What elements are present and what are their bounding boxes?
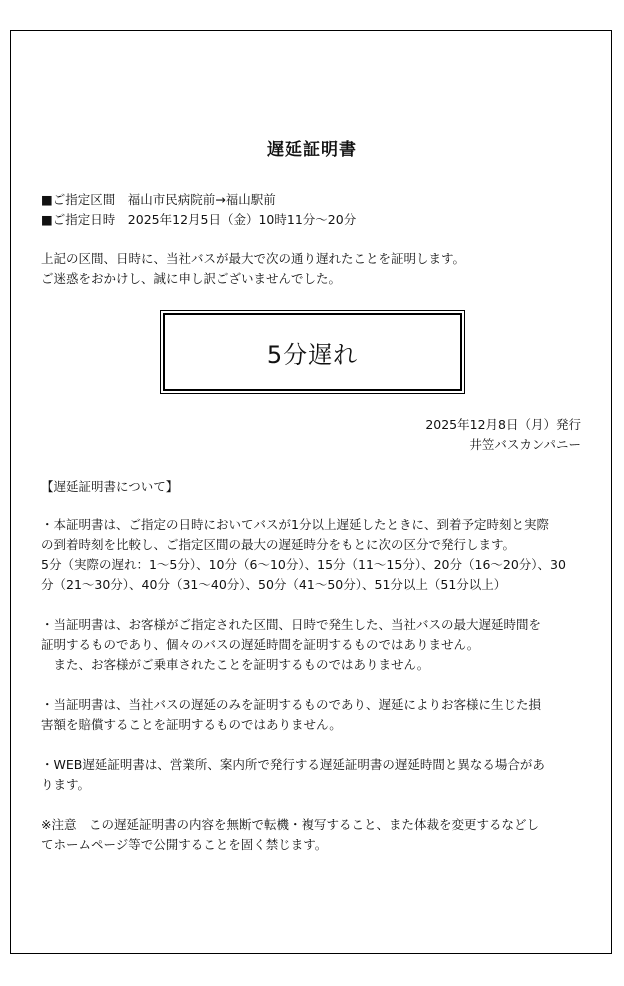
note-1-line-3: 5分（実際の遅れ：1～5分）、10分（6～10分）、15分（11～15分）、20分（16～20分）、30 (41, 557, 566, 572)
note-3-line-2: 害額を賠償することを証明するものではありません。 (41, 717, 342, 732)
note-2-line-2: 証明するものであり、個々のバスの遅延時間を証明するものではありません。 (41, 637, 480, 652)
about-heading: 【遅延証明書について】 (41, 479, 179, 494)
caution-line-2: てホームページ等で公開することを固く禁じます。 (41, 837, 328, 852)
certificate-sheet (10, 30, 612, 954)
note-1-line-4: 分（21～30分）、40分（31～40分）、50分（41～50分）、51分以上（51分以上） (41, 577, 507, 592)
note-2-line-3: また、お客様がご乗車されたことを証明するものではありません。 (41, 657, 430, 672)
note-1-line-1: ・本証明書は、ご指定の日時においてバスが1分以上遅延したときに、到着予定時刻と実際 (41, 517, 549, 532)
issue-date: 2025年12月8日（月）発行 (425, 417, 581, 432)
delay-result: 5分遅れ (163, 313, 462, 391)
note-1-line-2: の到着時刻を比較し、ご指定区間の最大の遅延時分をもとに次の区分で発行します。 (41, 537, 516, 552)
note-4-line-1: ・WEB遅延証明書は、営業所、案内所で発行する遅延証明書の遅延時間と異なる場合があ (41, 757, 545, 772)
date-label: ■ご指定日時 2025年12月5日（金）10時11分～20分 (41, 212, 357, 227)
note-2-line-1: ・当証明書は、お客様がご指定された区間、日時で発生した、当社バスの最大遅延時間を (41, 617, 542, 632)
statement-line-2: ご迷惑をおかけし、誠に申し訳ございませんでした。 (41, 271, 342, 286)
company-name: 井笠バスカンパニー (469, 437, 581, 452)
caution-line-1: ※注意 この遅延証明書の内容を無断で転機・複写すること、また体裁を変更するなどし (41, 817, 539, 832)
statement-line-1: 上記の区間、日時に、当社バスが最大で次の通り遅れたことを証明します。 (41, 251, 466, 266)
document-title: 遅延証明書 (267, 140, 357, 160)
note-4-line-2: ります。 (41, 777, 91, 792)
note-3-line-1: ・当証明書は、当社バスの遅延のみを証明するものであり、遅延によりお客様に生じた損 (41, 697, 542, 712)
section-label: ■ご指定区間 福山市民病院前→福山駅前 (41, 192, 276, 207)
delay-result-box (160, 310, 465, 394)
